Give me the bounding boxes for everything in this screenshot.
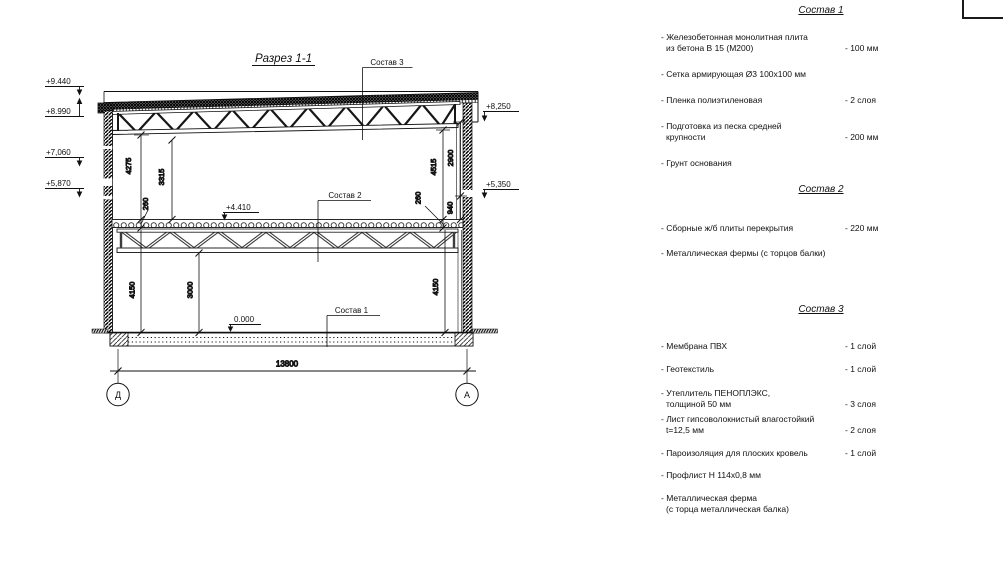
svg-text:+4.410: +4.410 [226, 203, 251, 212]
dim-260-right: 260 [413, 191, 423, 205]
specification-panel [661, 0, 977, 515]
list-item: - Сетка армирующая Ø3 100х100 мм [661, 69, 807, 79]
elev-0000 [228, 315, 261, 332]
dim-3315: 3315 [157, 168, 166, 186]
dim-4515: 4515 [429, 158, 438, 176]
section-heading-sostav1: Состав 1 [798, 5, 844, 16]
axis-label-d: Д [114, 390, 122, 400]
svg-text:+8,250: +8,250 [486, 102, 511, 111]
list-item: - Пароизоляция для плоских кровель - 1 слой [661, 448, 877, 458]
dim-3000: 3000 [185, 281, 195, 299]
list-item: - Мембрана ПВХ - 1 слой [661, 341, 877, 351]
list-item: - Металлическая ферма (с торца металлическая балка) [661, 493, 789, 514]
dim-4275: 4275 [124, 157, 133, 175]
page-title: Разрез 1-1 [255, 53, 312, 65]
svg-text:+5,870: +5,870 [46, 179, 71, 188]
ground-floor [92, 329, 498, 346]
section-heading-sostav3: Состав 3 [798, 304, 844, 315]
list-item: - Пленка полиэтиленовая - 2 слоя [661, 95, 876, 105]
sheet-frame-corner [962, 0, 1003, 19]
dim-13800: 13800 [275, 359, 299, 369]
elev-9440 [45, 77, 84, 96]
svg-text:Состав 2: Состав 2 [328, 191, 362, 200]
list-item: - Грунт основания [661, 158, 732, 168]
elev-7060 [45, 148, 84, 167]
dim-2900: 2900 [446, 149, 455, 167]
list-item: - Металлическая фермы (с торцов балки) [661, 248, 826, 258]
elev-8250 [482, 102, 519, 122]
dim-260-left: 260 [141, 197, 150, 211]
list-item: - Подготовка из песка средней крупности - 200 мм [661, 121, 879, 142]
list-item: - Лист гипсоволокнистый влагостойкий t=12,5 мм - 2 слоя [661, 414, 876, 435]
elev-4410 [222, 203, 259, 221]
svg-text:Состав 3: Состав 3 [370, 58, 404, 67]
axis-label-a: А [463, 390, 471, 400]
svg-text:Состав 1: Состав 1 [334, 306, 369, 315]
svg-text:+5,350: +5,350 [486, 180, 511, 189]
elev-8990 [45, 98, 84, 117]
dim-4150-right: 4150 [431, 278, 440, 296]
walls [104, 103, 473, 333]
drawing-title [252, 53, 315, 66]
list-item: - Сборные ж/б плиты перекрытия - 220 мм [661, 223, 879, 233]
list-item: - Железобетонная монолитная плита из бетона В 15 (М200) - 100 мм [661, 32, 879, 53]
elev-5350 [482, 180, 519, 199]
elev-5870 [45, 179, 84, 198]
list-item: - Геотекстиль - 1 слой [661, 364, 877, 374]
section-heading-sostav2: Состав 2 [798, 184, 844, 195]
mid-floor [112, 220, 463, 253]
svg-text:+7,060: +7,060 [46, 148, 71, 157]
roof-structure [98, 92, 478, 135]
list-item: - Утеплитель ПЕНОПЛЭКС, толщиной 50 мм - 3 слоя [661, 388, 876, 409]
bottom-dimension [107, 349, 478, 406]
dim-4150-left: 4150 [127, 281, 137, 299]
list-item: - Профлист Н 114х0,8 мм [661, 470, 761, 480]
svg-text:0.000: 0.000 [234, 315, 255, 324]
svg-text:+8.990: +8.990 [46, 107, 71, 116]
svg-text:+9.440: +9.440 [46, 77, 71, 86]
dim-940: 940 [445, 201, 455, 215]
